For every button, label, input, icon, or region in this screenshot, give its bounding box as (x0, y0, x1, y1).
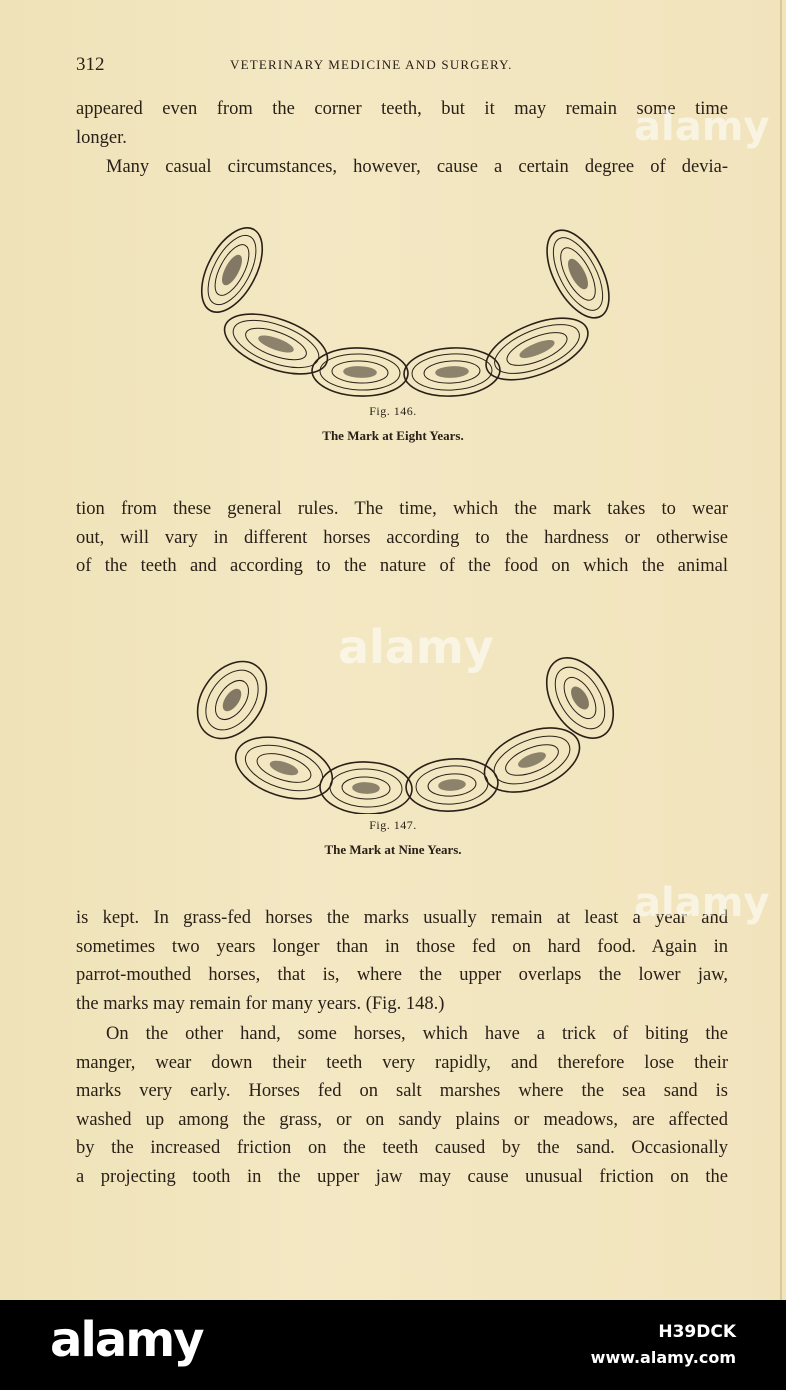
figure-147-label: Fig. 147. (369, 818, 417, 832)
text-line: of the teeth and according to the nature of the food on which the animal (76, 556, 728, 576)
figure-146-teeth-drawing (190, 222, 620, 404)
paragraph-2-start (76, 153, 728, 182)
tooth-right-corner (533, 652, 620, 750)
figure-147-caption: The Mark at Nine Years. (324, 842, 462, 857)
text-line: a projecting tooth in the upper jaw may cause unusual friction on the (76, 1166, 728, 1187)
page-number: 312 (76, 54, 105, 75)
text-line: manger, wear down their teeth very rapidly, and therefore lose their (76, 1052, 728, 1073)
tooth-left-corner (190, 222, 275, 322)
text-line: washed up among the grass, or on sandy plains or meadows, are affected (76, 1109, 728, 1130)
stock-footer-bar (0, 1300, 786, 1390)
tooth-right-lateral (478, 306, 597, 393)
image-id: H39DCK (658, 1322, 736, 1342)
text-line: tion from these general rules. The time, which the mark takes to wear (76, 499, 728, 519)
watermark-bottom-right: alamy (634, 880, 770, 926)
text-line: sometimes two years longer than in those fed on hard food. Again in (76, 936, 728, 957)
incisor-arch-nine-years (190, 652, 620, 814)
watermark-top-right: alamy (634, 104, 770, 150)
alamy-logo: alamy (50, 1312, 203, 1368)
tooth-right-corner (534, 222, 620, 328)
tooth-left-central (319, 760, 413, 814)
tooth-left-lateral (217, 302, 336, 386)
text-line: longer. (76, 127, 127, 148)
page-header (76, 54, 726, 78)
running-head: VETERINARY MEDICINE AND SURGERY. (230, 57, 513, 72)
figure-146-label: Fig. 146. (369, 404, 417, 418)
text-line: by the increased friction on the teeth caused by the sand. Occasionally (76, 1138, 728, 1158)
paragraph-2-end (76, 904, 728, 1018)
tooth-right-lateral (475, 715, 589, 804)
text-line: Many casual circumstances, however, cause a certain degree of devia- (106, 157, 728, 177)
text-line: is kept. In grass-fed horses the marks usually remain at least a year and (76, 908, 728, 928)
paragraph-3 (76, 1020, 728, 1191)
text-line: appeared even from the corner teeth, but it may remain some time (76, 99, 728, 119)
text-line: the marks may remain for many years. (Fig. 148.) (76, 993, 445, 1014)
paragraph-1 (76, 95, 728, 152)
text-line: parrot-mouthed horses, that is, where the upper overlaps the lower jaw, (76, 965, 728, 985)
tooth-right-central (403, 346, 501, 399)
text-line: On the other hand, some horses, which have a trick of biting the (106, 1024, 728, 1044)
site-url: www.alamy.com (590, 1348, 736, 1367)
paragraph-2-middle (76, 495, 728, 581)
figure-146-caption: The Mark at Eight Years. (322, 428, 464, 443)
text-line: marks very early. Horses fed on salt marshes where the sea sand is (76, 1081, 728, 1101)
page-edge (780, 0, 782, 1300)
tooth-left-central (311, 346, 409, 397)
incisor-arch-eight-years (190, 222, 620, 404)
text-line: out, will vary in different horses according to the hardness or otherwise (76, 527, 728, 548)
watermark-center: alamy (338, 620, 494, 674)
figure-147-teeth-drawing (190, 652, 620, 814)
